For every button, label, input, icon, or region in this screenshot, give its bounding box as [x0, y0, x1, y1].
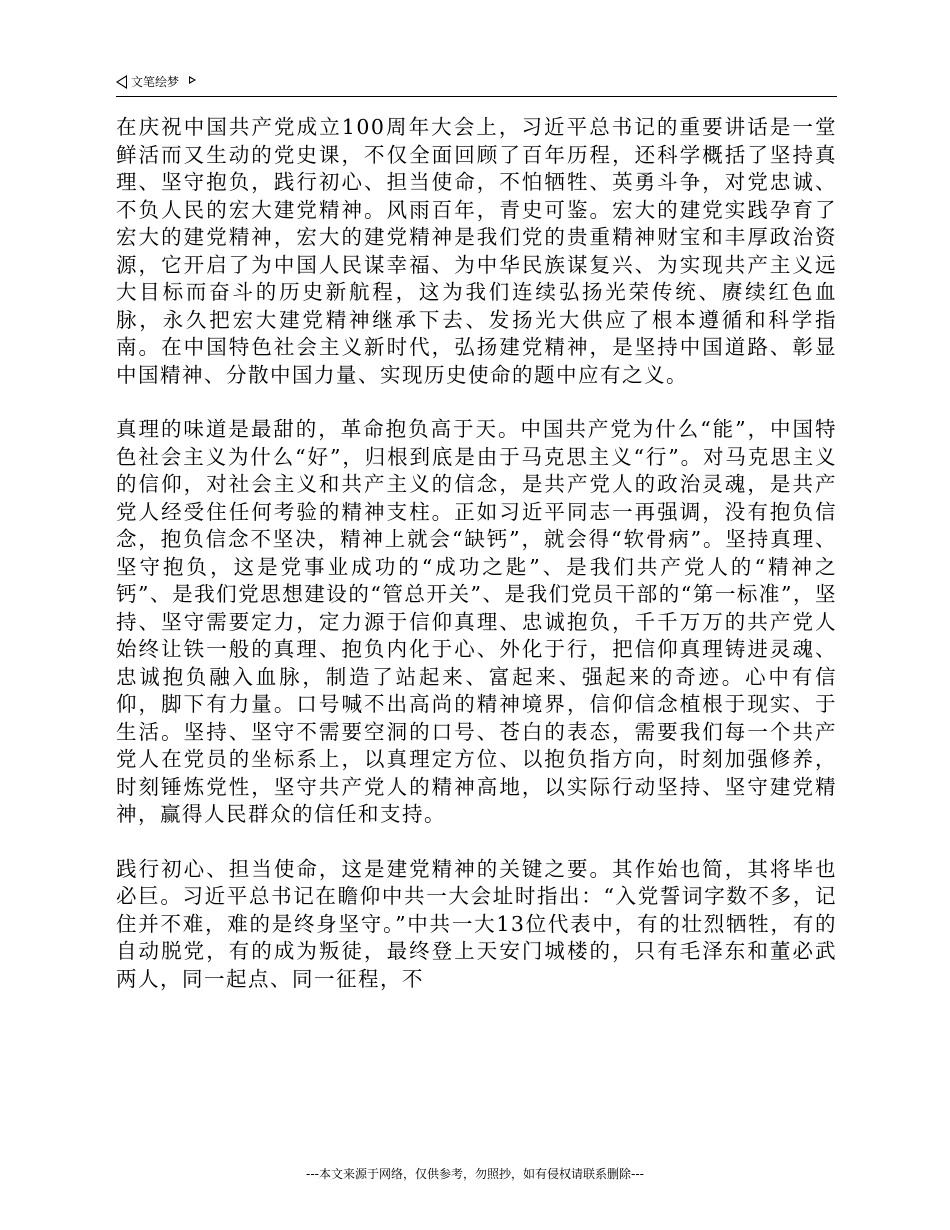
triangle-left-icon: [116, 75, 127, 89]
document-body: [116, 114, 837, 1020]
paragraph-3: 践行初心、担当使命，这是建党精神的关键之要。其作始也简，其将毕也必巨。习近平总书记在瞻仰中共一大会址时指出：“入党誓词字数不多，记住并不难，难的是终身坚守。”中共一大13位代表中，有的壮烈牺牲，有的自动脱党，有的成为叛徒，最终登上天安门城楼的，只有毛泽东和董必武两人，同一起点、同一征程，不: [116, 856, 837, 991]
header-brand: [116, 74, 196, 90]
page-footer: ---本文来源于网络，仅供参考，勿照抄，如有侵权请联系删除---: [306, 1167, 644, 1181]
triangle-right-icon: [189, 76, 196, 84]
brand-name: 文笔绘梦: [131, 75, 180, 89]
page-header: [116, 70, 837, 97]
paragraph-1: 在庆祝中国共产党成立100周年大会上，习近平总书记的重要讲话是一堂鲜活而又生动的党史课，不仅全面回顾了百年历程，还科学概括了坚持真理、坚守抱负，践行初心、担当使命，不怕牺牲、英勇斗争，对党忠诚、不负人民的宏大建党精神。风雨百年，青史可鉴。宏大的建党实践孕育了宏大的建党精神，宏大的建党精神是我们党的贵重精神财宝和丰厚政治资源，它开启了为中国人民谋幸福、为中华民族谋复兴、为实现共产主义远大目标而奋斗的历史新航程，这为我们连续弘扬光荣传统、赓续红色血脉，永久把宏大建党精神继承下去、发扬光大供应了根本遵循和科学指南。在中国特色社会主义新时代，弘扬建党精神，是坚持中国道路、彰显中国精神、分散中国力量、实现历史使命的题中应有之义。: [116, 115, 837, 387]
paragraph-2: 真理的味道是最甜的，革命抱负高于天。中国共产党为什么“能”，中国特色社会主义为什么“好”，归根到底是由于马克思主义“行”。对马克思主义的信仰，对社会主义和共产主义的信念，是共产党人的政治灵魂，是共产党人经受住任何考验的精神支柱。正如习近平同志一再强调，没有抱负信念，抱负信念不坚决，精神上就会“缺钙”，就会得“软骨病”。坚持真理、坚守抱负，这是党事业成功的“成功之匙”、是我们共产党人的“精神之钙”、是我们党思想建设的“管总开关”、是我们党员干部的“第一标准”，坚持、坚守需要定力，定力源于信仰真理、忠诚抱负，千千万万的共产党人始终让铁一般的真理、抱负内化于心、外化于行，把信仰真理铸进灵魂、忠诚抱负融入血脉，制造了站起来、富起来、强起来的奇迹。心中有信仰，脚下有力量。口号喊不出高尚的精神境界，信仰信念植根于现实、于生活。坚持、坚守不需要空洞的口号、苍白的表态，需要我们每一个共产党人在党员的坐标系上，以真理定方位、以抱负指方向，时刻加强修养，时刻锤炼党性，坚守共产党人的精神高地，以实际行动坚持、坚守建党精神，赢得人民群众的信任和支持。: [116, 417, 837, 826]
